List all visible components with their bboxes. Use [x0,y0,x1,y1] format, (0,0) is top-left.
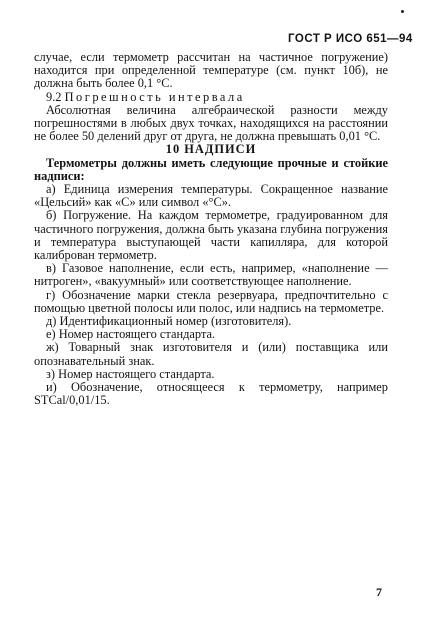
list-item-a: а) Единица измерения температуры. Сокращенное название «Цельсий» как «С» или символ «°С». [34,182,388,210]
section-intro: Термометры должны иметь следующие прочные и стойкие надписи: [34,155,388,183]
list-item-z: з) Номер настоящего стандарта. [46,366,215,381]
print-speck [401,10,404,13]
subsection-number: 9.2 [46,89,62,104]
list-item-zh: ж) Товарный знак изготовителя и (или) поставщика или опознавательный знак. [34,340,388,368]
list-item-d: д) Идентификационный номер (изготовителя). [46,314,292,329]
page-number: 7 [376,585,382,599]
page-content [34,51,388,407]
paragraph-continuation: случае, если термометр рассчитан на частичное погружение) находится при определенной температуре (см. пункт 10б), не должна быть более 0,1 °С. [34,50,388,91]
paragraph-interval-error: Абсолютная величина алгебраической разности между погрешностями в любых двух точках, находящихся на расстоянии не более 50 делений друг от друга, не должна превышать 0,01 °С. [34,102,388,144]
list-item-g: г) Обозначение марки стекла резервуара, предпочтительно с помощью цветной полосы или полос, или надпись на термометре. [34,287,388,315]
subsection-heading [34,91,388,104]
page-header: ГОСТ Р ИСО 651—94 [288,33,413,45]
list-item-i: и) Обозначение, относящееся к термометру, например STCal/0,01/15. [34,380,388,408]
list-item-b: б) Погружение. На каждом термометре, градуированном для частичного погружения, должна быть указана глубина погружения и температура выступающей части капилляра, для которой калиброван термометр. [34,208,388,263]
list-item-v: в) Газовое наполнение, если есть, например, «наполнение — нитроген», «вакуумный» или соответствующее наполнение. [34,261,388,289]
list-item-e: е) Номер настоящего стандарта. [46,327,216,342]
section-title: 10 НАДПИСИ [165,142,257,157]
subsection-title: Погрешность интервала [64,89,245,104]
